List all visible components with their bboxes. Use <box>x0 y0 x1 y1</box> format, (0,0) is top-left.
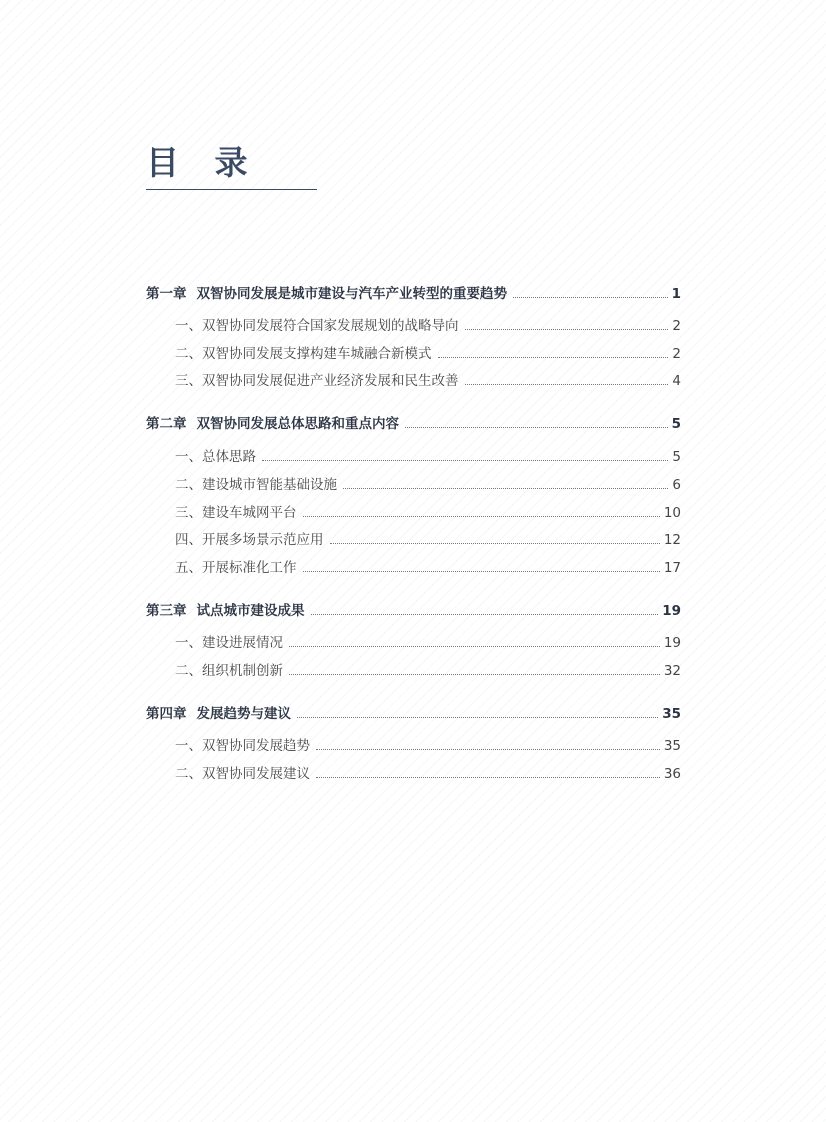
toc-section-4-1[interactable] <box>175 736 681 756</box>
toc-section-2-3[interactable] <box>175 503 681 523</box>
toc-chapter-2[interactable] <box>146 414 681 434</box>
page-number: 32 <box>663 663 681 679</box>
page-number: 5 <box>671 416 681 432</box>
toc-section-4-2[interactable] <box>175 764 681 784</box>
page-number: 1 <box>671 286 681 302</box>
page-title: 目 录 <box>146 143 260 182</box>
title-underline <box>146 189 317 190</box>
dot-leader <box>303 570 660 572</box>
dot-leader <box>438 356 669 358</box>
dot-leader <box>311 613 659 615</box>
toc-section-2-5[interactable] <box>175 558 681 578</box>
chapter-title: 双智协同发展是城市建设与汽车产业转型的重要趋势 <box>196 286 507 302</box>
section-title: 二、双智协同发展支撑构建车城融合新模式 <box>175 346 432 362</box>
dot-leader <box>465 328 669 330</box>
page-number: 17 <box>663 560 681 576</box>
toc-section-2-1[interactable] <box>175 447 681 467</box>
dot-leader <box>316 776 660 778</box>
page-number: 4 <box>672 373 681 389</box>
chapter-title: 试点城市建设成果 <box>196 603 305 619</box>
section-title: 三、双智协同发展促进产业经济发展和民生改善 <box>175 373 459 389</box>
section-title: 五、开展标准化工作 <box>175 560 297 576</box>
toc-chapter-4[interactable] <box>146 704 681 724</box>
dot-leader <box>262 459 668 461</box>
dot-leader <box>303 515 660 517</box>
section-title: 四、开展多场景示范应用 <box>175 532 324 548</box>
chapter-number: 第三章 <box>146 603 187 619</box>
chapter-heading <box>146 704 291 724</box>
dot-leader <box>343 487 668 489</box>
chapter-heading <box>146 414 399 434</box>
toc-section-2-4[interactable] <box>175 530 681 550</box>
chapter-title: 发展趋势与建议 <box>196 706 291 722</box>
dot-leader <box>289 673 660 675</box>
page-number: 35 <box>662 706 681 722</box>
chapter-heading <box>146 284 507 304</box>
dot-leader <box>405 426 668 428</box>
section-title: 二、组织机制创新 <box>175 663 283 679</box>
toc-section-1-3[interactable] <box>175 371 681 391</box>
section-title: 一、建设进展情况 <box>175 635 283 651</box>
dot-leader <box>513 296 668 298</box>
section-title: 一、总体思路 <box>175 449 256 465</box>
toc-section-3-1[interactable] <box>175 633 681 653</box>
section-title: 二、双智协同发展建议 <box>175 766 310 782</box>
page-number: 2 <box>672 318 681 334</box>
section-title: 一、双智协同发展趋势 <box>175 738 310 754</box>
section-title: 三、建设车城网平台 <box>175 505 297 521</box>
toc-section-1-2[interactable] <box>175 344 681 364</box>
toc-chapter-1[interactable] <box>146 284 681 304</box>
section-title: 一、双智协同发展符合国家发展规划的战略导向 <box>175 318 459 334</box>
page-number: 10 <box>663 505 681 521</box>
page-number: 5 <box>672 449 681 465</box>
toc-section-3-2[interactable] <box>175 661 681 681</box>
dot-leader <box>297 716 658 718</box>
page-number: 19 <box>662 603 681 619</box>
page-number: 12 <box>663 532 681 548</box>
section-title: 二、建设城市智能基础设施 <box>175 477 337 493</box>
dot-leader <box>289 645 660 647</box>
toc-section-2-2[interactable] <box>175 475 681 495</box>
page-number: 2 <box>672 346 681 362</box>
toc-section-1-1[interactable] <box>175 316 681 336</box>
page-number: 6 <box>672 477 681 493</box>
page-number: 19 <box>663 635 681 651</box>
chapter-number: 第四章 <box>146 706 187 722</box>
dot-leader <box>465 383 669 385</box>
toc-chapter-3[interactable] <box>146 601 681 621</box>
dot-leader <box>330 542 660 544</box>
chapter-number: 第一章 <box>146 286 187 302</box>
page-number: 35 <box>663 738 681 754</box>
chapter-title: 双智协同发展总体思路和重点内容 <box>196 416 399 432</box>
page-number: 36 <box>663 766 681 782</box>
dot-leader <box>316 748 660 750</box>
chapter-number: 第二章 <box>146 416 187 432</box>
chapter-heading <box>146 601 305 621</box>
